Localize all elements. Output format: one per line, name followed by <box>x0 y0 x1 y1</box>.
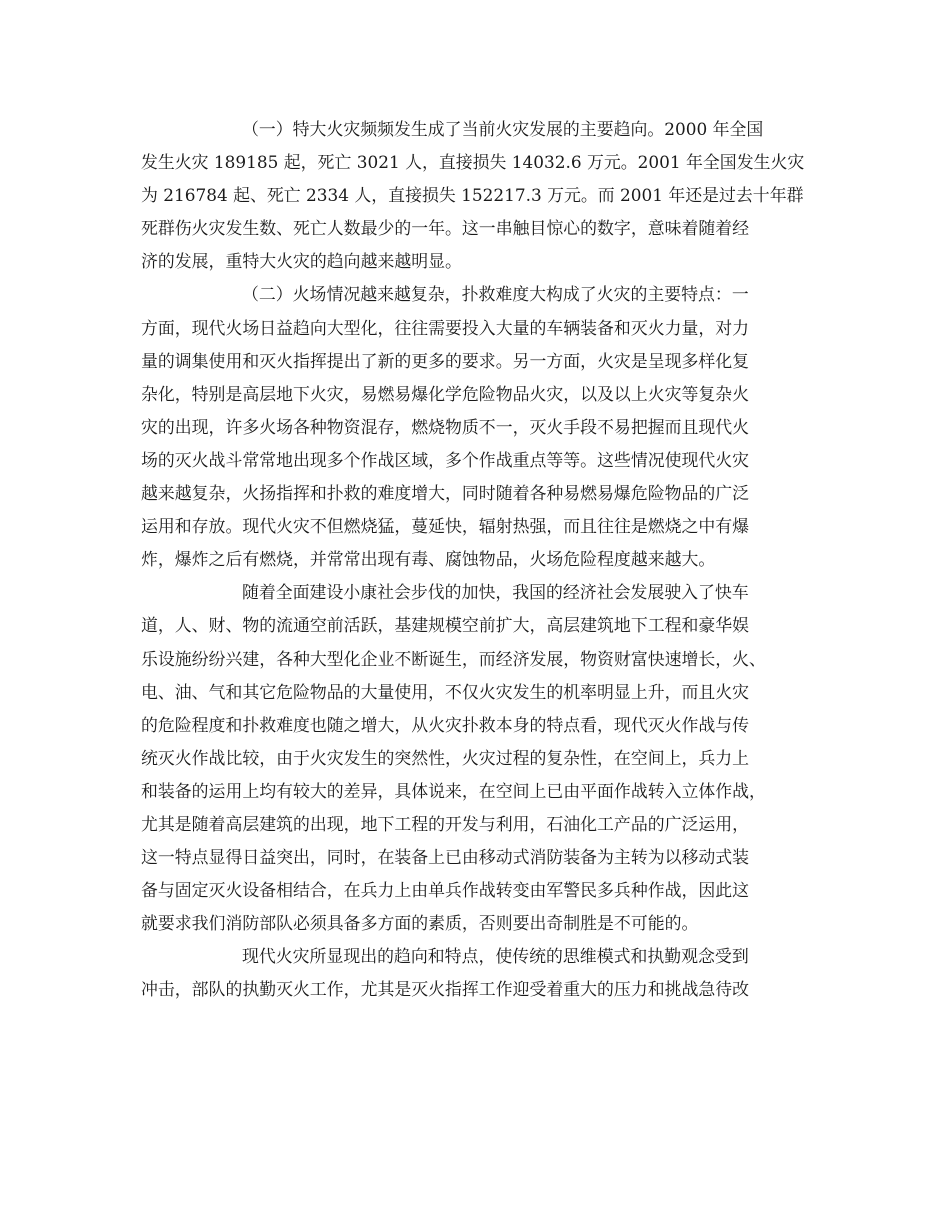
text-line: 乐设施纷纷兴建，各种大型化企业不断诞生，而经济发展，物资财富快速增长，火、 <box>141 648 766 669</box>
text-line: 冲击，部队的执勤灭火工作，尤其是灭火指挥工作迎受着重大的压力和挑战急待改 <box>141 979 750 1000</box>
text-line: 道，人、财、物的流通空前活跃，基建规模空前扩大，高层建筑地下工程和豪华娱 <box>141 615 750 636</box>
text-line: 尤其是随着高层建筑的出现，地下工程的开发与利用，石油化工产品的广泛运用， <box>141 813 750 834</box>
text-line: （二）火场情况越来越复杂，扑救难度大构成了火灾的主要特点：一 <box>242 284 749 305</box>
text-line: 方面，现代火场日益趋向大型化，往往需要投入大量的车辆装备和灭火力量，对力 <box>141 317 750 338</box>
text-line: 这一特点显得日益突出，同时，在装备上已由移动式消防装备为主转为以移动式装 <box>141 847 750 868</box>
text-line: 备与固定灭火设备相结合，在兵力上由单兵作战转变由军警民多兵种作战，因此这 <box>141 880 750 901</box>
paragraph-1 <box>141 113 821 278</box>
text-line: 随着全面建设小康社会步伐的加快，我国的经济社会发展驶入了快车 <box>242 582 749 603</box>
paragraph-3 <box>141 576 821 940</box>
document-body <box>141 113 821 1007</box>
text-line: 的危险程度和扑救难度也随之增大，从火灾扑救本身的特点看，现代灭火作战与传 <box>141 714 750 735</box>
text-line: 电、油、气和其它危险物品的大量使用，不仅火灾发生的机率明显上升，而且火灾 <box>141 681 750 702</box>
text-line: 发生火灾 189185 起，死亡 3021 人，直接损失 14032.6 万元。2001 年全国发生火灾 <box>141 152 805 173</box>
text-line: 越来越复杂，火扬指挥和扑救的难度增大，同时随着各种易燃易爆危险物品的广泛 <box>141 483 750 504</box>
text-line: 炸，爆炸之后有燃烧，并常常出现有毒、腐蚀物品，火场危险程度越来越大。 <box>141 549 716 570</box>
text-line: 灾的出现，许多火场各种物资混存，燃烧物质不一，灭火手段不易把握而且现代火 <box>141 416 750 437</box>
text-line: 场的灭火战斗常常地出现多个作战区域，多个作战重点等等。这些情况使现代火灾 <box>141 449 750 470</box>
text-line: 统灭火作战比较，由于火灾发生的突然性，火灾过程的复杂性，在空间上，兵力上 <box>141 747 750 768</box>
text-line: 杂化，特别是高层地下火灾，易燃易爆化学危险物品火灾，以及以上火灾等复杂火 <box>141 383 750 404</box>
text-line: 为 216784 起、死亡 2334 人，直接损失 152217.3 万元。而 2001 年还是过去十年群 <box>141 185 804 206</box>
text-line: （一）特大火灾频频发生成了当前火灾发展的主要趋向。2000 年全国 <box>242 119 764 139</box>
paragraph-4 <box>141 940 821 1006</box>
text-line: 死群伤火灾发生数、死亡人数最少的一年。这一串触目惊心的数字，意味着随着经 <box>141 218 750 239</box>
text-line: 运用和存放。现代火灾不但燃烧猛，蔓延快，辐射热强，而且往往是燃烧之中有爆 <box>141 516 750 537</box>
text-line: 量的调集使用和灭火指挥提出了新的更多的要求。另一方面，火灾是呈现多样化复 <box>141 350 750 371</box>
text-line: 和装备的运用上均有较大的差异，具体说来，在空间上已由平面作战转入立体作战， <box>141 780 766 801</box>
text-line: 现代火灾所显现出的趋向和特点，使传统的思维模式和执勤观念受到 <box>242 946 749 967</box>
text-line: 济的发展，重特大火灾的趋向越来越明显。 <box>141 251 462 272</box>
text-line: 就要求我们消防部队必须具备多方面的素质，否则要出奇制胜是不可能的。 <box>141 913 699 934</box>
paragraph-2 <box>141 278 821 576</box>
